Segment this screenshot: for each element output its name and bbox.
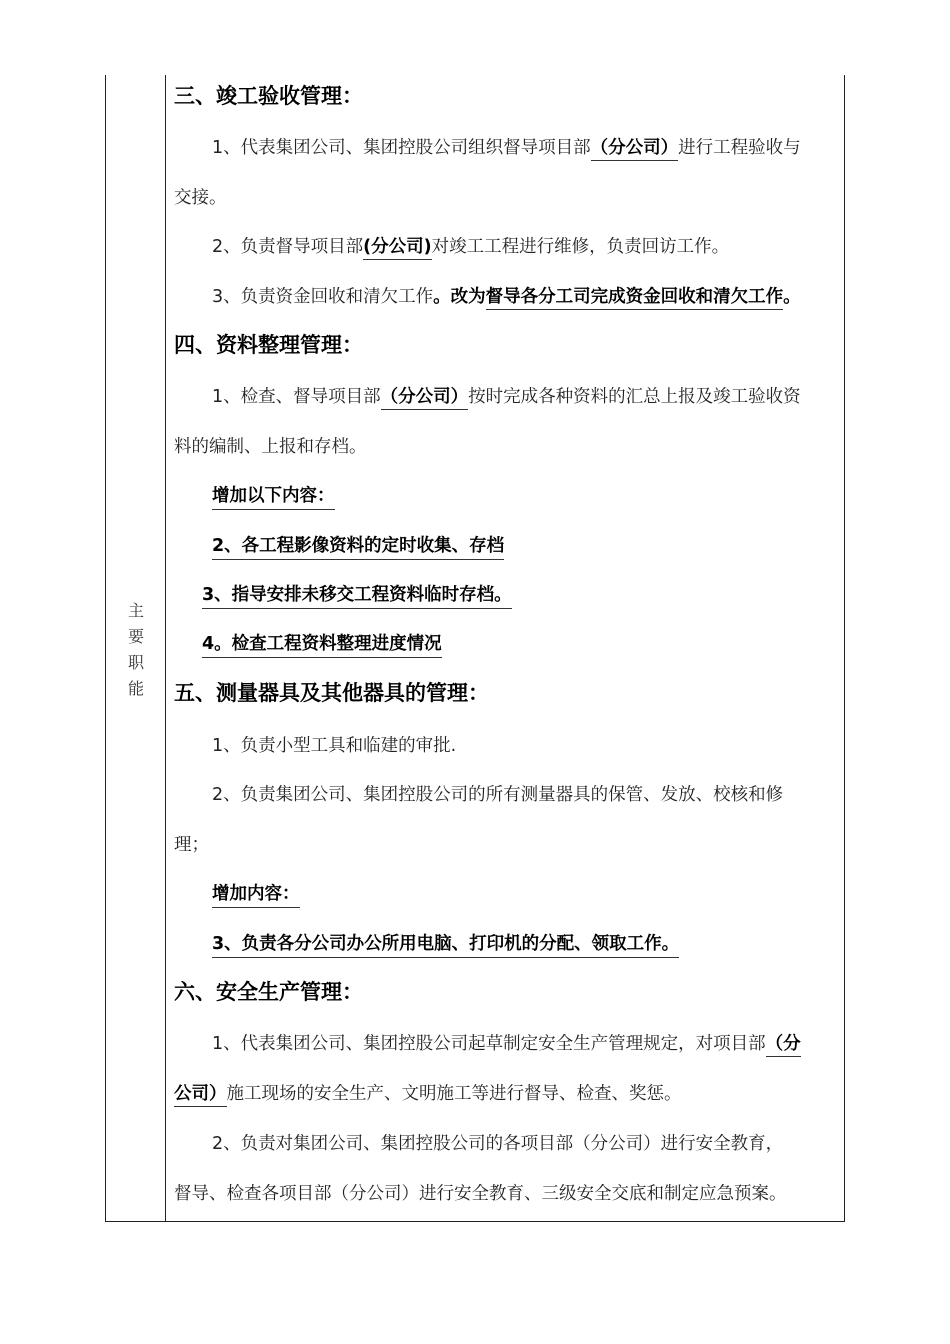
sec3-item1-line1 [212, 134, 801, 159]
section-title-3: 三、竣工验收管理： [174, 84, 363, 108]
text-run: 1、代表集团公司、集团控股公司组织督导项目部 [212, 138, 591, 158]
text-run: 1、检查、督导项目部 [212, 387, 381, 407]
text-run: 进行工程验收与 [678, 138, 801, 158]
sec4-item2: 2、各工程影像资料的定时收集、存档 [212, 532, 504, 560]
side-label-char: 职 [127, 653, 144, 672]
sec3-item2 [212, 233, 729, 258]
sec6-item2-line2: 督导、检查各项目部（分公司）进行安全教育、三级安全交底和制定应急预案。 [174, 1184, 787, 1204]
sec5-item2-line1: 2、负责集团公司、集团控股公司的所有测量器具的保管、发放、校核和修 [212, 785, 784, 805]
inserted-text: （分公司） [591, 138, 679, 161]
text-run: 3、负责资金回收和清欠工作 [212, 287, 434, 307]
side-label-char: 主 [127, 601, 144, 620]
sec6-item2-line1: 2、负责对集团公司、集团控股公司的各项目部（分公司）进行安全教育， [212, 1134, 784, 1154]
text-run: 对竣工工程进行维修，负责回访工作。 [431, 237, 730, 257]
text-run: 2、负责督导项目部 [212, 237, 364, 257]
sec4-add-heading: 增加以下内容： [212, 482, 335, 510]
sec5-item3: 3、负责各分公司办公所用电脑、打印机的分配、领取工作。 [212, 930, 679, 958]
section-title-5: 五、测量器具及其他器具的管理： [174, 681, 489, 705]
sec5-item2-line2: 理； [174, 835, 209, 855]
inserted-text: 督导各分工司完成资金回收和清欠工作 [486, 287, 784, 310]
inserted-text: （分公司） [381, 387, 469, 410]
column-divider [165, 75, 166, 1222]
text-run: 施工现场的安全生产、文明施工等进行督导、检查、奖惩。 [226, 1084, 682, 1104]
inserted-text: （分 [766, 1034, 801, 1057]
sec3-item3 [212, 283, 801, 308]
sec5-item1: 1、负责小型工具和临建的审批. [212, 736, 457, 756]
inserted-text: 公司） [174, 1084, 227, 1107]
sec6-item1-line2 [174, 1080, 682, 1105]
sec3-item1-line2: 交接。 [174, 188, 227, 208]
side-label-main-duties [118, 598, 154, 702]
sec6-item1-line1 [212, 1030, 801, 1055]
sec4-item3: 3、指导安排未移交工程资料临时存档。 [202, 581, 512, 609]
sec4-item1-line2: 料的编制、上报和存档。 [174, 437, 367, 457]
sec4-item4: 4。检查工程资料整理进度情况 [202, 630, 442, 658]
text-run: 1、代表集团公司、集团控股公司起草制定安全生产管理规定，对项目部 [212, 1034, 766, 1054]
revision-text: 。改为 [433, 287, 486, 307]
text-run: 按时完成各种资料的汇总上报及竣工验收资 [468, 387, 801, 407]
sec4-item1-line1 [212, 383, 801, 408]
section-title-4: 四、资料整理管理： [174, 333, 363, 357]
text-run: 。 [783, 287, 801, 307]
sec5-add-heading: 增加内容： [212, 880, 300, 908]
section-title-6: 六、安全生产管理： [174, 980, 363, 1004]
side-label-char: 能 [127, 679, 144, 698]
side-label-char: 要 [127, 627, 144, 646]
inserted-text: (分公司) [363, 237, 432, 260]
